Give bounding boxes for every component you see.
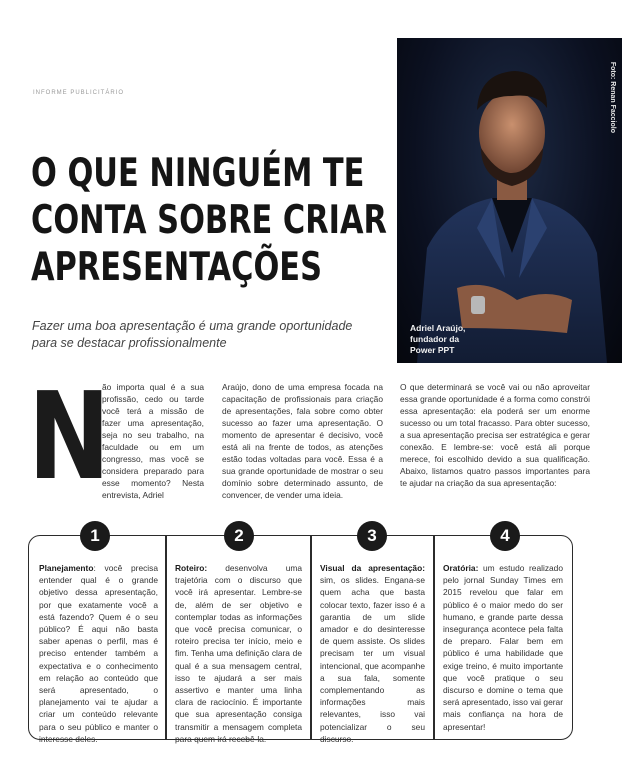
article-column-3: O que determinará se você vai ou não aproveitar essa grande oportunidade é a forma como constrói essa apresentação: ela poderá ser um enorme sucesso ou um total fracasso. Para obter sucesso, a sua apresentação precisa ser estratégica e gerar conexão. E lembre-se: você está ali porque merece, foi escolhido devido a sua qualificação. Abaixo, listamos quatro passos importantes para te ajudar na criação da sua apresentação: [400,382,590,488]
step-number-badge: 3 [357,521,387,551]
article-column-2: Araújo, dono de uma empresa focada na capacitação de profissionais para criação de apresentações, fala sobre como obter sucesso ao fazer uma apresentação. O momento de apresentar é decisivo, você está ali na frente de todos, as atenções estão todas voltadas para você. Essa é a sua grande oportunidade de mostrar o seu domínio sobre determinado assunto, de convencer, de vender uma ideia. [222,382,383,500]
step-1-text [39,562,158,745]
article-column-1: ão importa qual é a sua profissão, cedo ou tarde você terá a missão de fazer uma apresentação, seja no seu trabalho, na faculdade ou em um congresso, mas você se considera preparado para esse momento? Nesta entrevista, Adriel [102,382,204,500]
step-body: : você precisa entender qual é o grande objetivo dessa apresentação, por que exatamente você a está fazendo? Quem é o seu público? É aqui não basta saber apenas o perfil, mas é preciso entender também a expectativa e o conhecimento em relação ao conteúdo que será apresentado, o planejamento vai te ajudar a criar um conteúdo relevante para o seu público e manter o interesse deles. [39,563,158,744]
headline-line-2: CONTA SOBRE CRIAR [31,198,387,243]
step-divider [165,535,167,740]
subtitle: Fazer uma boa apresentação é uma grande oportunidade para se destacar profissionalmente [32,319,353,350]
headline-line-1: O QUE NINGUÉM TE [31,151,365,196]
step-number-badge: 4 [490,521,520,551]
step-title: Oratória: [443,563,479,573]
step-title: Visual da apresentação: [320,563,425,573]
step-title: Roteiro: [175,563,208,573]
step-number-badge: 2 [224,521,254,551]
photo-credit: Foto: Renan Facciolo [609,61,616,133]
drop-cap: N [28,368,111,507]
step-3-text [320,562,425,745]
step-body: desenvolva uma trajetória com o discurso que você irá apresentar. Lembre-se de, além de ser objetivo e contemplar todas as informações que você precisa comunicar, o roteiro precisa ter início, meio e fim. Tenha uma definição clara de qual é a sua mensagem central, isso te ajudará a ser mais assertivo e manter uma linha clara de raciocínio. É importante que sua apresentação consiga transmitir a mensagem completa para quem irá recebê-la. [175,563,302,744]
step-divider [433,535,435,740]
page-title [31,150,387,291]
portrait-photo [397,38,622,363]
photo-caption [410,323,520,356]
step-4-text [443,562,563,733]
step-number-badge: 1 [80,521,110,551]
step-body: sim, os slides. Engana-se quem acha que basta colocar texto, fazer isso é a garantia de um slide amador e do desinteresse de quem assiste. Os slides precisam ter um visual intencional, que acompanhe a sua fala, somente complementando as informações mais relevantes, isso vai potencializar o seu discurso. [320,575,425,744]
caption-line: fundador da [410,334,460,344]
section-tag: INFORME PUBLICITÁRIO [33,90,125,96]
headline-line-3: APRESENTAÇÕES [31,245,323,290]
step-title: Planejamento [39,563,94,573]
step-2-text [175,562,302,745]
caption-line: Adriel Araújo, [410,323,466,333]
step-body: um estudo realizado pelo jornal Sunday Times em 2015 revelou que falar em público é o maior medo do ser humano, e grande parte dessa insegurança acontece pela falta de preparo. Falar bem em público é uma habilidade que exige treino, é muito importante que você pratique o seu discurso e domine o tema que será apresentado, isso vai gerar mais confiança na hora de apresentar! [443,563,563,732]
step-divider [310,535,312,740]
caption-line: Power PPT [410,345,455,355]
portrait-illustration [397,38,622,363]
